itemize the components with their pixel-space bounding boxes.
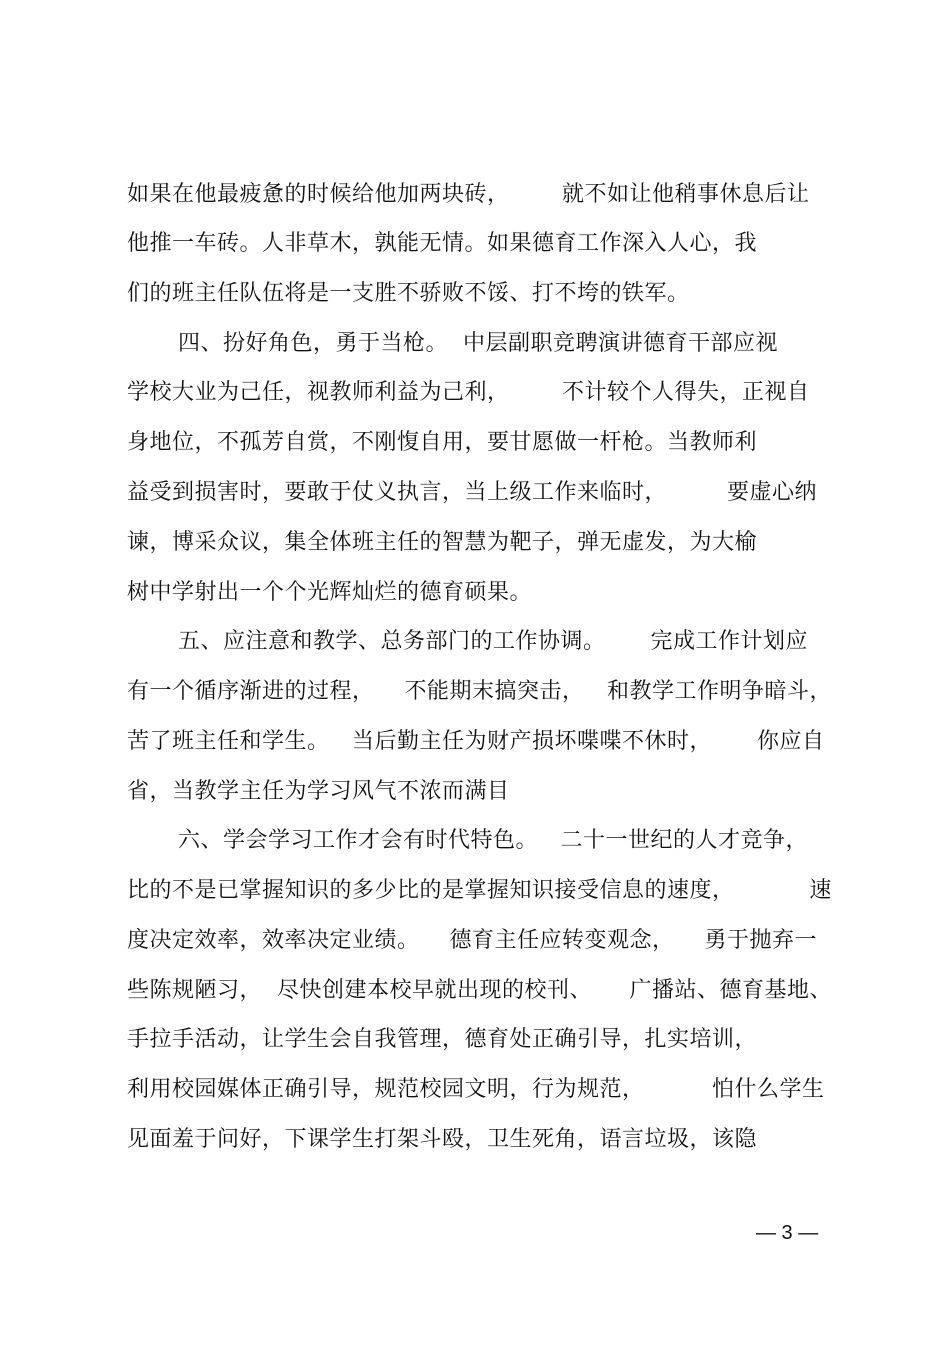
text-line: 比的不是已掌握知识的多少比的是掌握知识接受信息的速度， 速 (127, 878, 832, 903)
text-line: 身地位，不孤芳自赏，不刚愎自用，要甘愿做一杆枪。当教师利 (127, 430, 758, 455)
section-heading-line: 四、扮好角色，勇于当枪。 中层副职竞聘演讲德育干部应视 (178, 331, 778, 356)
text-line: 手拉手活动，让学生会自我管理，德育处正确引导，扎实培训， (127, 1027, 758, 1052)
text-line: 学校大业为己任，视教师利益为己利， 不计较个人得失，正视自 (127, 380, 810, 405)
text-line: 见面羞于问好，下课学生打架斗殴，卫生死角，语言垃圾，该隐 (127, 1127, 758, 1152)
page-number: — 3 — (756, 1222, 819, 1244)
text-line: 树中学射出一个个光辉灿烂的德育硕果。 (127, 580, 533, 605)
section-heading-line: 六、学会学习工作才会有时代特色。 二十一世纪的人才竞争， (178, 828, 808, 853)
text-line: 利用校园媒体正确引导，规范校园文明，行为规范， 怕什么学生 (127, 1077, 825, 1102)
text-line: 有一个循序渐进的过程， 不能期末搞突击， 和教学工作明争暗斗， (127, 679, 832, 704)
text-line: 谏，博采众议，集全体班主任的智慧为靶子，弹无虚发，为大榆 (127, 530, 758, 555)
text-line: 些陈规陋习， 尽快创建本校早就出现的校刊、 广播站、德育基地、 (127, 978, 832, 1003)
text-line: 如果在他最疲惫的时候给他加两块砖， 就不如让他稍事休息后让 (127, 182, 810, 207)
text-line: 益受到损害时，要敢于仗义执言，当上级工作来临时， 要虚心纳 (127, 480, 817, 505)
text-line: 们的班主任队伍将是一支胜不骄败不馁、打不垮的铁军。 (127, 281, 690, 306)
section-heading-line: 五、应注意和教学、总务部门的工作协调。 完成工作计划应 (178, 629, 808, 654)
text-line: 苦了班主任和学生。 当后勤主任为财产损坏喋喋不休时， 你应自 (127, 729, 825, 754)
text-line: 度决定效率，效率决定业绩。 德育主任应转变观念， 勇于抛弃一 (127, 928, 817, 953)
text-line: 省，当教学主任为学习风气不浓而满目 (127, 779, 510, 804)
text-line: 他推一车砖。人非草木，孰能无情。如果德育工作深入人心，我 (127, 231, 758, 256)
